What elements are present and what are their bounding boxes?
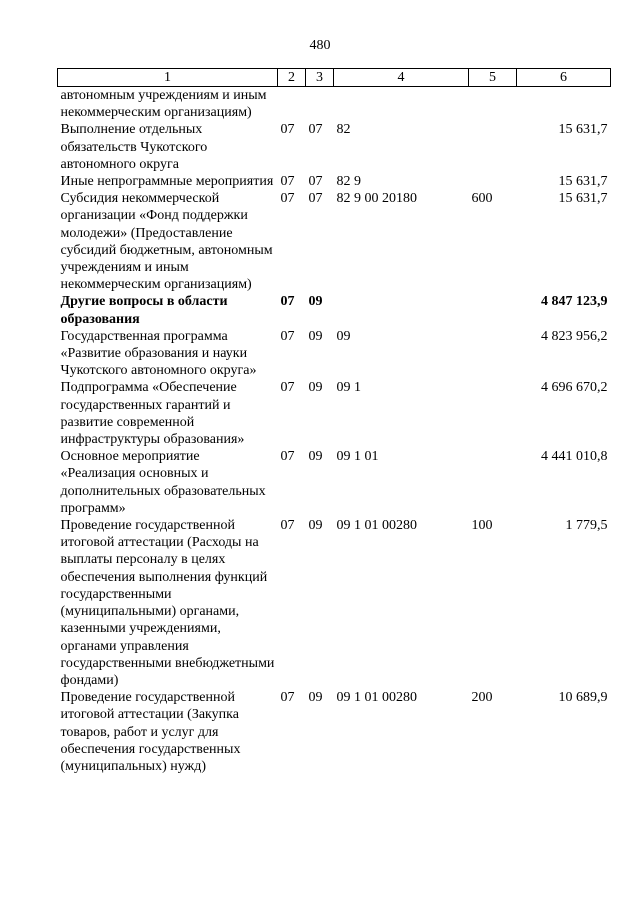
table-row: [58, 328, 611, 380]
row-subsection: 09: [308, 328, 323, 344]
table-row: [58, 379, 611, 448]
row-name: Основное мероприятие «Реализация основных и дополнительных образовательных программ»: [60, 449, 266, 516]
row-sum: 4 823 956,2: [541, 328, 608, 344]
row-sum: 4 696 670,2: [541, 380, 608, 396]
row-subsection: 07: [308, 174, 323, 190]
row-section: 07: [280, 380, 295, 396]
row-section: 07: [280, 191, 295, 207]
row-sum: 1 779,5: [565, 518, 608, 534]
table-row: [58, 448, 611, 517]
table-body: [58, 87, 611, 776]
row-section: 07: [280, 518, 295, 534]
row-sum: 4 441 010,8: [541, 449, 608, 465]
row-sum: 10 689,9: [558, 690, 608, 706]
column-header-section: 2: [278, 69, 306, 87]
row-name: Подпрограмма «Обеспечение государственных гарантий и развитие современной инфраструктуры образования»: [60, 380, 245, 448]
row-sum: 15 631,7: [558, 174, 608, 190]
row-target-code: 82 9: [336, 174, 361, 190]
row-sum: 15 631,7: [558, 122, 608, 138]
row-subsection: 07: [308, 191, 323, 207]
column-header-sum: 6: [517, 69, 611, 87]
row-sum: 4 847 123,9: [541, 294, 608, 310]
row-subsection: 09: [308, 380, 323, 396]
row-section: [278, 87, 306, 122]
table-row: [58, 87, 611, 122]
row-expense-type: 600: [471, 191, 493, 207]
page-number: 480: [309, 38, 331, 53]
row-expense-type: [469, 448, 517, 517]
row-expense-type: 200: [471, 690, 493, 706]
row-sum: [517, 87, 611, 122]
row-section: 07: [280, 122, 295, 138]
row-expense-type: [469, 293, 517, 327]
row-name: автономным учреждениям и иным некоммерческим организациям): [60, 88, 267, 121]
budget-table: [57, 68, 611, 775]
column-header-name: 1: [58, 69, 278, 87]
table-header-row: [58, 69, 611, 87]
row-target-code: 82: [336, 122, 351, 138]
table-row: [58, 190, 611, 293]
row-name: Проведение государственной итоговой аттестации (Закупка товаров, работ и услуг для обеспечения государственных (муниципальных) нужд): [60, 690, 241, 774]
table-row: [58, 293, 611, 327]
table-row: [58, 517, 611, 689]
row-expense-type: [469, 87, 517, 122]
row-target-code: 09 1 01: [336, 449, 379, 465]
row-target-code: 09 1: [336, 380, 361, 396]
table-row: [58, 173, 611, 190]
row-target-code: 82 9 00 20180: [336, 191, 417, 207]
row-subsection: 09: [308, 518, 323, 534]
row-subsection: [306, 87, 334, 122]
row-subsection: 09: [308, 294, 323, 310]
row-target-code: 09 1 01 00280: [336, 518, 417, 534]
table-row: [58, 689, 611, 775]
row-name: Субсидия некоммерческой организации «Фонд поддержки молодежи» (Предоставление субсидий бюджетным, автономным учреждениям и иным некоммерческим организациям): [60, 191, 273, 293]
row-subsection: 07: [308, 122, 323, 138]
column-header-expense-type: 5: [469, 69, 517, 87]
row-section: 07: [280, 294, 295, 310]
row-name: Проведение государственной итоговой аттестации (Расходы на выплаты персоналу в целях обеспечения выполнения функций государственными (муниципальными) органами, казенными учреждениями, органами управления государственными внебюджетными фондами): [60, 518, 275, 688]
column-header-target-code: 4: [334, 69, 469, 87]
row-section: 07: [280, 690, 295, 706]
row-expense-type: 100: [471, 518, 493, 534]
row-section: 07: [280, 174, 295, 190]
row-expense-type: [469, 121, 517, 173]
row-subsection: 09: [308, 690, 323, 706]
row-sum: 15 631,7: [558, 191, 608, 207]
row-name: Иные непрограммные мероприятия: [60, 174, 274, 190]
row-section: 07: [280, 328, 295, 344]
row-name: Другие вопросы в области образования: [60, 294, 228, 327]
row-subsection: 09: [308, 449, 323, 465]
row-expense-type: [469, 328, 517, 380]
row-expense-type: [469, 379, 517, 448]
row-expense-type: [469, 173, 517, 190]
row-target-code: 09 1 01 00280: [336, 690, 417, 706]
column-header-subsection: 3: [306, 69, 334, 87]
row-name: Выполнение отдельных обязательств Чукотского автономного округа: [60, 122, 208, 172]
row-target-code: [334, 293, 469, 327]
row-section: 07: [280, 449, 295, 465]
row-name: Государственная программа «Развитие образования и науки Чукотского автономного округа»: [60, 328, 257, 379]
table-row: [58, 121, 611, 173]
row-target-code: [334, 87, 469, 122]
row-target-code: 09: [336, 328, 351, 344]
